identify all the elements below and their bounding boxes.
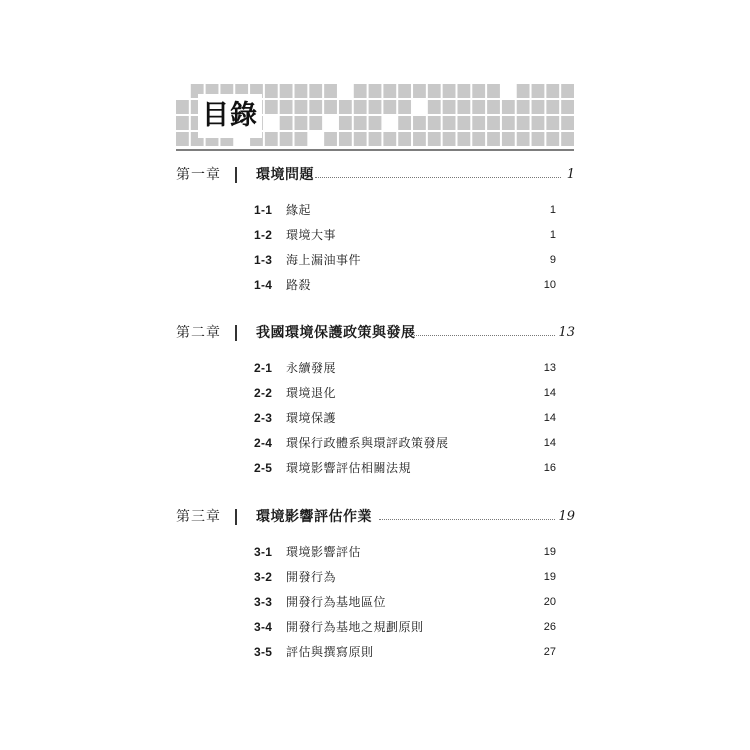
chapter-label: 第二章: [176, 325, 221, 341]
section-number: 2-4: [254, 436, 273, 450]
chapter-heading[interactable]: [176, 163, 575, 187]
section-title: 開發行為: [286, 570, 337, 584]
section-entry[interactable]: [254, 382, 556, 404]
section-number: 3-1: [254, 545, 273, 559]
section-title: 環境影響評估相關法規: [286, 461, 412, 475]
section-number: 1-2: [254, 228, 273, 242]
section-page-number: 16: [543, 462, 556, 474]
section-number: 2-2: [254, 386, 273, 400]
section-entry[interactable]: [254, 457, 556, 479]
section-entry[interactable]: [254, 541, 556, 563]
section-title: 路殺: [286, 278, 312, 292]
decorative-square-grid: [0, 0, 750, 160]
chapter-title: 環境問題: [256, 167, 314, 183]
chapter-label: 第三章: [176, 509, 221, 525]
section-number: 3-3: [254, 595, 273, 609]
dot-leader: [315, 177, 561, 178]
chapter-heading[interactable]: [176, 321, 575, 345]
section-entry[interactable]: [254, 432, 556, 454]
section-number: 1-4: [254, 278, 273, 292]
chapter-divider: [235, 509, 237, 525]
section-page-number: 14: [543, 412, 556, 424]
section-title: 開發行為基地區位: [286, 595, 387, 609]
chapter-heading[interactable]: [176, 505, 575, 529]
section-entry[interactable]: [254, 199, 556, 221]
section-entry[interactable]: [254, 224, 556, 246]
section-number: 1-3: [254, 253, 273, 267]
section-page-number: 19: [543, 571, 556, 583]
section-entry[interactable]: [254, 357, 556, 379]
dot-leader: [379, 519, 555, 520]
section-number: 3-5: [254, 645, 273, 659]
section-title: 環境影響評估: [286, 545, 362, 559]
header-banner: [0, 0, 750, 160]
section-title: 環境大事: [286, 228, 337, 242]
page-title: 目錄: [198, 94, 262, 138]
chapter-page-number: 19: [558, 509, 575, 524]
section-number: 3-2: [254, 570, 273, 584]
section-entry[interactable]: [254, 249, 556, 271]
chapter-title: 我國環境保護政策與發展: [256, 325, 416, 341]
chapter-divider: [235, 325, 237, 341]
section-page-number: 1: [549, 204, 556, 216]
section-page-number: 20: [543, 596, 556, 608]
section-number: 3-4: [254, 620, 273, 634]
section-page-number: 1: [549, 229, 556, 241]
section-title: 環境退化: [286, 386, 337, 400]
section-number: 1-1: [254, 203, 273, 217]
section-title: 緣起: [286, 203, 312, 217]
section-entry[interactable]: [254, 591, 556, 613]
section-page-number: 26: [543, 621, 556, 633]
section-number: 2-3: [254, 411, 273, 425]
section-title: 開發行為基地之規劃原則: [286, 620, 424, 634]
chapter-page-number: 13: [558, 325, 575, 340]
chapter-title: 環境影響評估作業: [256, 509, 372, 525]
section-title: 海上漏油事件: [286, 253, 362, 267]
section-entry[interactable]: [254, 274, 556, 296]
section-title: 環保行政體系與環評政策發展: [286, 436, 449, 450]
dot-leader: [414, 335, 555, 336]
section-title: 評估與撰寫原則: [286, 645, 374, 659]
section-page-number: 19: [543, 546, 556, 558]
section-page-number: 10: [543, 279, 556, 291]
section-page-number: 9: [549, 254, 556, 266]
section-page-number: 14: [543, 437, 556, 449]
section-title: 永續發展: [286, 361, 337, 375]
chapter-divider: [235, 167, 237, 183]
section-number: 2-5: [254, 461, 273, 475]
section-page-number: 14: [543, 387, 556, 399]
section-page-number: 27: [543, 646, 556, 658]
section-title: 環境保護: [286, 411, 337, 425]
section-number: 2-1: [254, 361, 273, 375]
section-entry[interactable]: [254, 616, 556, 638]
section-page-number: 13: [543, 362, 556, 374]
section-entry[interactable]: [254, 407, 556, 429]
chapter-page-number: 1: [566, 167, 575, 182]
section-entry[interactable]: [254, 641, 556, 663]
section-entry[interactable]: [254, 566, 556, 588]
header-divider: [176, 149, 574, 151]
chapter-label: 第一章: [176, 167, 221, 183]
